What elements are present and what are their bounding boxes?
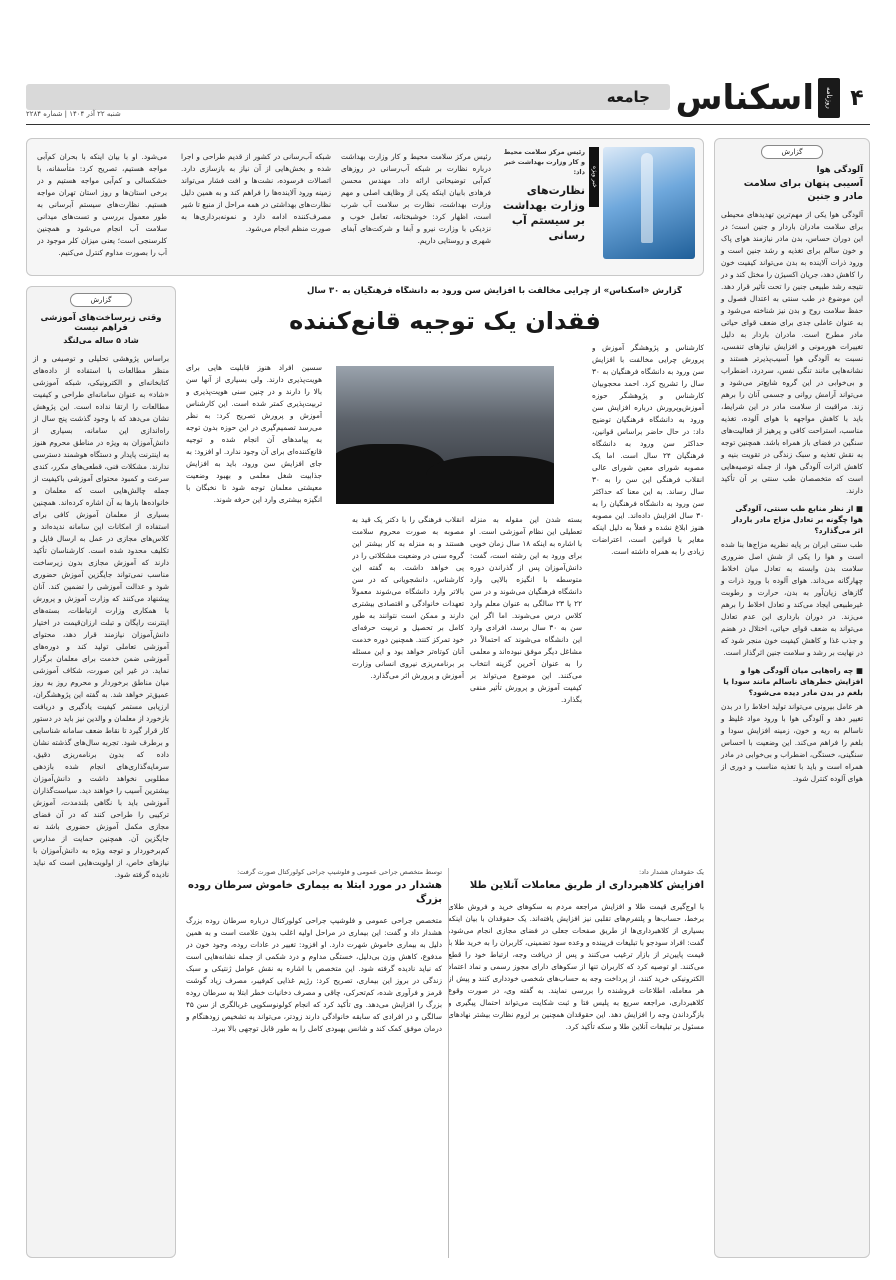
bottom-article-cancer xyxy=(186,868,442,1258)
main-title: فقدان یک توجیه قانع‌کننده xyxy=(289,307,601,335)
sidebar-answer-2: هر عامل بیرونی می‌تواند تولید اخلاط را در بدن تغییر دهد و آلودگی هوا با ورود مواد غلیظ و ناسالم به ریه و خون، زمینه افزایش سودا و بلغم را فراهم می‌کند. این وضعیت با احساس سنگینی، خستگی، اضطراب و بی‌خوابی در مادر همراه است و باید با تغذیه مناسب و دوری از هوای آلوده کنترل شود. xyxy=(721,702,863,783)
strip-kicker: رئیس مرکز سلامت محیط و کار وزارت بهداشت خبر داد: xyxy=(503,148,585,176)
sidebar-title: آسیبی پنهان برای سلامت مادر و جنین xyxy=(743,178,863,202)
classroom-photo xyxy=(336,366,554,504)
strip-tag: خبر ویژه xyxy=(589,147,599,207)
main-column-1: کارشناس و پژوهشگر آموزش و پرورش چرایی مخالفت با افزایش سن ورود به دانشگاه فرهنگیان به ۳۰ سال را تشریح کرد. احمد محجوبیان کارشناس و پژوهشگر حوزه آموزش‌وپرورش درباره افزایش سن ورود به دانشگاه فرهنگیان توضیح داد: در حال حاضر براساس قوانین، حداکثر سن ورود به دانشگاه فرهنگیان ۲۴ سال است. اما یک مصوبه شورای معین شورای عالی انقلاب فرهنگی این سن را به ۳۰ سال رساند. به این معنا که حداکثر سن ورود به دانشگاه فرهنگیان را به ۳۰ سال افزایش داده‌اند. این مصوبه هنوز ابلاغ نشده و فعلاً به دلیل اینکه مغایر با قوانین است، اعتراضات زیادی را به همراه داشته است. xyxy=(592,343,704,556)
strip-column-3: می‌شود. او با بیان اینکه با بحران کم‌آبی مواجه هستیم، تصریح کرد: متأسفانه، با خشکسالی و کم‌آبی مواجه هستیم و در برخی استان‌ها و روز استان تهران مواجه هستیم. نظارت‌های سیستم آبرسانی به طور معمول بررسی و تست‌های میدانی سلامت آب انجام می‌شود و همچنین کلرسنجی است؛ یعنی میزان کلر موجود در آب را بصورت مداوم کنترل می‌کنیم. xyxy=(37,152,167,257)
newspaper-logo: اسکناس xyxy=(675,78,814,118)
cancer-body: متخصص جراحی عمومی و فلوشیپ جراحی کولورکتال درباره سرطان روده بزرگ هشدار داد و گفت: این بیماری در مراحل اولیه اغلب بدون علامت است و به همین دلیل به بیماری خاموش شهرت دارد. او افزود: تغییر در عادات روده، وجود خون در مدفوع، کاهش وزن بی‌دلیل، خستگی مداوم و درد شکمی از جمله نشانه‌هایی است که نباید نادیده گرفته شود. این متخصص با اشاره به نقش عوامل ژنتیکی و سبک زندگی در بروز این بیماری، تصریح کرد: رژیم غذایی کم‌فیبر، مصرف زیاد گوشت قرمز و فرآوری شده، کم‌تحرکی، چاقی و مصرف دخانیات خطر ابتلا به سرطان روده بزرگ را افزایش می‌دهد. وی تأکید کرد که انجام کولونوسکوپی غربالگری از سن ۴۵ سالگی و در افرادی که سابقه خانوادگی دارند زودتر، می‌تواند به تشخیص زودهنگام و درمان موفق کمک کند و شانس بهبودی کامل را به طور قابل توجهی بالا ببرد. xyxy=(186,916,442,1033)
date-line: شنبه ۲۲ آذر ۱۴۰۴ | شماره ۲۲۸۴ xyxy=(26,110,121,118)
main-kicker: گزارش «اسکناس» از چرایی مخالفت با افزایش سن ورود به دانشگاه فرهنگیان به ۳۰ سال xyxy=(306,286,682,296)
strip-column-1: رئیس مرکز سلامت محیط و کار وزارت بهداشت درباره نظارت بر شبکه آب‌رسانی در روزهای کم‌آبی توضیحاتی ارائه داد. مهندس محسن فرهادی بابیان اینکه یکی از وظایف اصلی و مهم وزارت بهداشت، نظارت بر سلامت آب شرب است، اظهار کرد: خوشبختانه، تعامل خوب و نزدیکی با وزارت نیرو و آبفا و شرکت‌های آبفای شهری و روستایی داریم. xyxy=(341,152,491,245)
gold-title: افزایش کلاهبرداری از طریق معاملات آنلاین طلا xyxy=(469,880,704,891)
column-divider xyxy=(448,868,449,1258)
news-strip xyxy=(26,138,704,276)
masthead xyxy=(26,78,870,122)
section-bar xyxy=(26,84,670,110)
page-number: ۴ xyxy=(850,86,864,111)
sidebar-answer-1: طب سنتی ایران بر پایه نظریه مزاج‌ها بنا شده است و هوا را یکی از شش اصل ضروری سلامت بدن وابسته به تعادل میان اخلاط چهارگانه می‌داند. هوای آلوده با ورود ذرات و گازهای زیان‌آور به بدن، حرارت و رطوبت غیرطبیعی ایجاد می‌کند و تعادل اخلاط را برهم می‌زند. در دوران بارداری این عدم تعادل می‌تواند به ضعف قوای حیاتی، اختلال در هضم و جذب غذا و کاهش کیفیت خون منجر شود که در نهایت بر رشد و سلامت جنین اثرگذار است. xyxy=(721,540,863,657)
cancer-kicker: توسط متخصص جراحی عمومی و فلوشیپ جراحی کولورکتال صورت گرفت: xyxy=(237,868,442,876)
main-column-2: بسته شدن این مقوله به منزله تعطیلی این نظام آموزشی است. او با اشاره به اینکه ۱۸ سال زمان خوبی برای ورود به این رشته است، گفت: دانش‌آموزان پس از گذراندن دوره متوسطه با انگیزه بالایی وارد دانشگاه فرهنگیان می‌شوند و در سن ۲۲ یا ۲۳ سالگی به عنوان معلم وارد کلاس درس می‌شوند. اما اگر این سن به ۳۰ سال برسد، افرادی وارد این دانشگاه می‌شوند که احتمالاً در مشاغل دیگر موفق نبوده‌اند و معلمی را به عنوان آخرین گزینه انتخاب می‌کنند. این موضوع می‌تواند بر کیفیت آموزش و پرورش تأثیر منفی بگذارد. xyxy=(470,515,582,704)
left-sidebar-report xyxy=(26,286,176,1258)
sidebar-question-2: ■ چه راه‌هایی میان آلودگی هوا و افزایش خطرهای ناسالم مانند سودا یا بلغم در بدن مادر دیده می‌شود؟ xyxy=(723,666,863,697)
left-sidebar-kicker: وقتی زیرساخت‌های آموزشی فراهم نیست xyxy=(40,313,162,333)
main-column-4: سسین افراد هنوز قابلیت هایی برای هویت‌پذیری دارند. ولی بسیاری از آنها سن بالا را دارند و در چنین سنی هویت‌پذیری و تربیت‌پذیری کمتر شده است. این کارشناس آموزش و پرورش تصریح کرد: به نظر می‌رسد تصمیم‌گیری در این حوزه بدون توجه به پیامدهای آن انجام شده و توجیه قانع‌کننده‌ای برای آن وجود ندارد. او افزود: به جای افزایش سن ورود، باید به افزایش جذابیت شغل معلمی و بهبود وضعیت معیشتی معلمان توجه شود تا نخبگان با انگیزه بیشتری وارد این حرفه شوند. xyxy=(186,363,322,504)
gold-body: با اوج‌گیری قیمت طلا و افزایش مراجعه مردم به سکوهای خرید و فروش طلای برخط، حساب‌ها و پلتفرم‌های تقلبی نیز افزایش یافته‌اند. یک حقوقدان با بیان اینکه بسیاری از کلاهبرداری‌ها از طریق صفحات جعلی در فضای مجازی انجام می‌شود، گفت: افراد سودجو با تبلیغات فریبنده و وعده سود تضمینی، کاربران را به خرید طلا با قیمت پایین‌تر از بازار ترغیب می‌کنند و پس از دریافت وجه، ارتباط خود را قطع می‌کنند. او توصیه کرد که کاربران تنها از سکوهای دارای مجوز رسمی و نماد اعتماد الکترونیکی خرید کنند، از پرداخت وجه به حساب‌های شخصی خودداری کنند و پیش از هر معامله، اطلاعات فروشنده را بررسی نمایند. به گفته وی، در صورت وقوع کلاهبرداری، مراجعه سریع به پلیس فتا و ثبت شکایت می‌تواند احتمال پیگیری و بازگرداندن وجه را افزایش دهد. این حقوقدان همچنین بر لزوم نظارت بیشتر نهادهای مسئول بر تبلیغات آنلاین طلا و سکه تأکید کرد. xyxy=(448,902,704,1031)
sidebar-kicker: آلودگی هوا xyxy=(816,165,863,175)
strip-column-2: شبکه آب‌رسانی در کشور از قدیم طراحی و اجرا شده و بخش‌هایی از آن نیاز به بازسازی دارد. اتصالات فرسوده، نشت‌ها و افت فشار می‌تواند زمینه ورود آلاینده‌ها را فراهم کند و به همین دلیل نظارت‌های بهداشتی در همه مراحل از منبع تا شیر مصرف‌کننده ادامه دارد و نمونه‌برداری‌ها به صورت منظم انجام می‌شود. xyxy=(181,152,331,233)
audience-shape-2 xyxy=(426,456,554,504)
main-column-3: انقلاب فرهنگی را با دکتر یک قید به مصوبه به صورت محروم سلامت هستند و به منزله به کار بیشتر این گروه سنی در وضعیت مشکلاتی را در پی خواهد داشت. به گفته این کارشناس، دانشجویانی که در سن بالاتر وارد دانشگاه می‌شوند معمولاً تعهدات خانوادگی و اقتصادی بیشتری دارند و ممکن است نتوانند به طور کامل بر تحصیل و تربیت حرفه‌ای خود تمرکز کنند. همچنین دوره خدمت آنان کوتاه‌تر خواهد بود و این مسئله بر برنامه‌ریزی نیروی انسانی وزارت آموزش و پرورش اثر می‌گذارد. xyxy=(352,515,464,680)
left-sidebar-title: شاد ۵ ساله می‌لنگد xyxy=(63,336,139,345)
sidebar-question-1: ■ از نظر منابع طب سنتی، آلودگی هوا چگونه بر تعادل مزاج مادر باردار اثر می‌گذارد؟ xyxy=(731,504,863,535)
section-title: جامعه xyxy=(606,88,650,106)
report-badge: گزارش xyxy=(761,145,823,159)
gold-kicker: یک حقوقدان هشدار داد: xyxy=(639,868,704,876)
main-article xyxy=(186,286,704,854)
sidebar-body: آلودگی هوا یکی از مهم‌ترین تهدیدهای محیطی برای سلامت مادران باردار و جنین است؛ در این دوران حساس، بدن مادر نیازمند هوای پاک و خون سالم برای تغذیه و رشد جنین است و ورود ذرات آلاینده به بدن می‌تواند کیفیت خون را کاهش دهد، جریان اکسیژن را مختل کند و در نتیجه رشد طبیعی جنین را تحت تأثیر قرار دهد. این موضوع در طب سنتی به اعتدال فصول و حفظ سلامت روح و بدن نیز شناخته می‌شود و به عنوان عاملی جدی برای ضعف قوای حیاتی مادر مطرح است. مادران باردار به دلیل تغییرات هورمونی و افزایش نیازهای تنفسی، نسبت به آلودگی هوا آسیب‌پذیرتر هستند و نشانه‌هایی مانند تنگی نفس، سردرد، اضطراب و بی‌خوابی در این گروه شایع‌تر می‌شود و می‌تواند آرامش روانی و جسمی آنان را برهم زند. مراقبت از سلامت مادر در این شرایط، باید با کاهش مواجهه با هوای آلوده، تغذیه مناسب، استراحت کافی و پرهیز از فعالیت‌های سنگین در فضای باز همراه باشد. همچنین توجه به نقش تغذیه و سبک زندگی در تقویت بنیه و کاهش اثرات آلودگی هوا، از جمله توصیه‌هایی است که متخصصان طب سنتی بر آن تأکید دارند. xyxy=(720,210,863,495)
left-sidebar-body: براساس پژوهشی تحلیلی و توصیفی و از منظر مطالعات با استفاده از داده‌های کتابخانه‌ای و الکترونیکی، شبکه آموزشی «شاد» به عنوان سامانه‌ای طراحی و کیفیت مطالعات را ارتقا نداده است. این پژوهش نشان می‌دهد که با وجود گذشت پنج سال از راه‌اندازی این سامانه، بسیاری از دانش‌آموزان به ویژه در مناطق محروم هنوز به اینترنت پایدار و دستگاه هوشمند دسترسی ندارند. مشکلات فنی، قطعی‌های مکرر، کندی سرعت و کمبود محتوای آموزشی باکیفیت از جمله چالش‌هایی است که معلمان و خانواده‌ها بارها به آن اشاره کرده‌اند. همچنین بسیاری از معلمان آموزش کافی برای استفاده از امکانات این سامانه ندیده‌اند و کلاس‌های مجازی در عمل به ارسال فایل و تکلیف محدود شده است. کارشناسان تأکید دارند که آموزش مجازی بدون زیرساخت مناسب نمی‌تواند جایگزین آموزش حضوری شود و عدالت آموزشی را تضمین کند. آنان پیشنهاد می‌کنند که وزارت آموزش و پرورش با همکاری وزارت ارتباطات، بسته‌های اینترنت رایگان و تبلت ارزان‌قیمت در اختیار دانش‌آموزان نیازمند قرار دهد، محتوای آموزشی تعاملی تولید کند و دوره‌های آموزشی ضمن خدمت برای معلمان برگزار نماید. در غیر این صورت، شکاف آموزشی میان مناطق برخوردار و محروم روز به روز عمیق‌تر خواهد شد. به گفته این پژوهشگران، ارزیابی مستمر کیفیت یادگیری و دریافت بازخورد از معلمان و والدین نیز باید در دستور کار قرار گیرد تا نقاط ضعف سامانه شناسایی و برطرف شود. تجربه سال‌های گذشته نشان داده که بدون برنامه‌ریزی دقیق، سرمایه‌گذاری‌های انجام شده بازدهی مطلوبی نخواهد داشت و دانش‌آموزان بیشترین آسیب را خواهند دید. سیاست‌گذاران آموزشی باید با نگاهی بلندمدت، آموزش ترکیبی را طراحی کنند که در آن فضای مجازی مکمل آموزش حضوری باشد نه جایگزین آن. همچنین حمایت از مدارس کم‌برخوردار و توجه ویژه به دانش‌آموزان با نیازهای خاص، از اولویت‌هایی است که نباید نادیده گرفته شود. xyxy=(33,354,169,879)
bottom-article-gold xyxy=(448,868,704,1258)
strip-title: نظارت‌های وزارت بهداشت بر سیستم آب رسانی xyxy=(502,184,585,242)
water-glass-photo xyxy=(603,147,695,259)
right-sidebar-report xyxy=(714,138,870,1258)
left-report-badge: گزارش xyxy=(70,293,132,307)
strip-headline xyxy=(501,147,585,243)
cancer-title: هشدار در مورد ابتلا به بیماری خاموش سرطان روده بزرگ xyxy=(187,880,442,905)
header-rule xyxy=(26,124,870,125)
logo-tag: روزنامه xyxy=(818,78,840,118)
